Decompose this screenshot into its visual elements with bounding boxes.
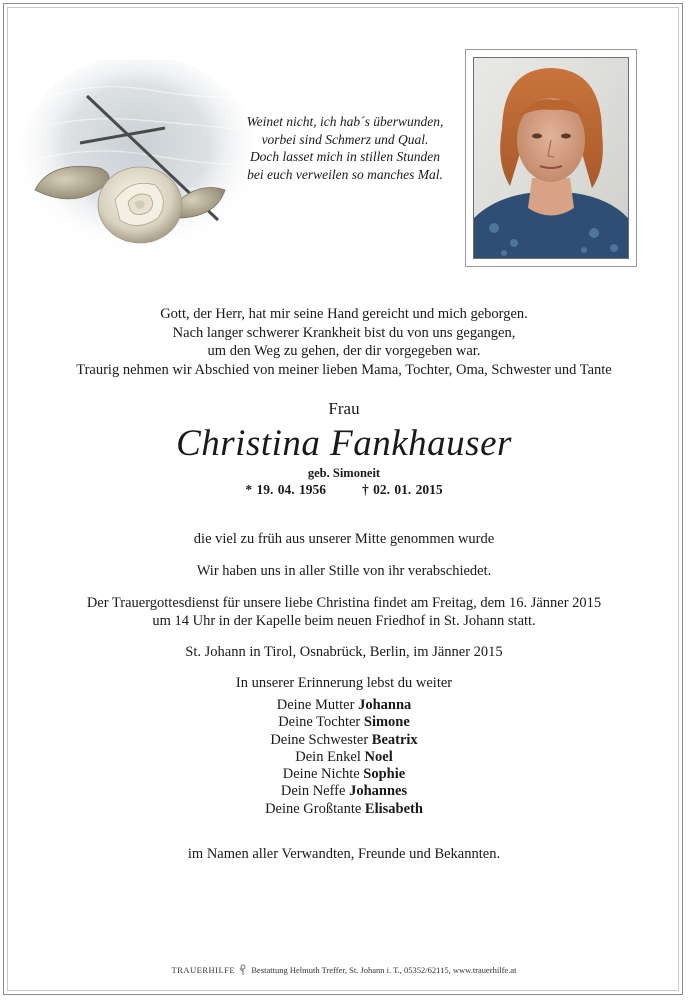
poem-line: vorbei sind Schmerz und Qual. [261, 131, 429, 147]
footer-brand: TRAUERHILFE [171, 965, 236, 975]
salutation: Frau [328, 399, 360, 418]
intro-text [0, 305, 688, 379]
service-line: Der Trauergottesdienst für unsere liebe Christina findet am Freitag, dem 16. Jänner 2015 [86, 595, 602, 611]
death-date: † 02. 01. 2015 [362, 482, 443, 497]
life-dates [0, 482, 688, 498]
family-member: Deine Großtante Elisabeth [265, 800, 423, 817]
family-member: Deine Mutter Johanna [276, 697, 412, 713]
poem-line: Weinet nicht, ich hab´s überwunden, [246, 114, 444, 129]
too-early-text: die viel zu früh aus unserer Mitte genommen wurde [193, 531, 495, 547]
intro-line: um den Weg zu gehen, der dir vorgegeben war. [207, 343, 481, 359]
deceased-name: Christina Fankhauser [176, 423, 512, 464]
family-list [0, 697, 688, 818]
family-member: Dein Neffe Johannes [280, 783, 408, 800]
footer-details: Bestattung Helmuth Treffer, St. Johann i. T., 05352/62115, www.trauerhilfe.at [251, 965, 517, 975]
poem-line: Doch lasset mich in stillen Stunden [249, 149, 441, 164]
farewell-text: Wir haben uns in aller Stille von ihr verabschiedet. [196, 563, 492, 579]
family-member: Deine Tochter Simone [278, 714, 410, 731]
closing-text: im Namen aller Verwandten, Freunde und Bekannten. [187, 846, 501, 862]
footer [0, 964, 688, 975]
birth-name: geb. Simoneit [307, 466, 381, 480]
family-member: Dein Enkel Noel [295, 748, 393, 765]
birth-date: * 19. 04. 1956 [245, 482, 326, 497]
poem-line: bei euch verweilen so manches Mal. [247, 166, 443, 182]
portrait-photo [473, 57, 629, 259]
intro-line: Traurig nehmen wir Abschied von meiner lieben Mama, Tochter, Oma, Schwester und Tante [76, 361, 612, 378]
intro-line: Gott, der Herr, hat mir seine Hand gereicht und mich geborgen. [160, 306, 528, 322]
service-text [0, 594, 688, 630]
poem [220, 113, 470, 183]
intro-line: Nach langer schwerer Krankheit bist du von uns gegangen, [172, 324, 516, 341]
family-member: Deine Schwester Beatrix [270, 731, 418, 748]
portrait-frame [465, 49, 637, 267]
family-member: Deine Nichte Sophie [282, 766, 406, 783]
service-line: um 14 Uhr in der Kapelle beim neuen Friedhof in St. Johann statt. [152, 613, 536, 629]
memory-text: In unserer Erinnerung lebst du weiter [235, 675, 453, 691]
place-date: St. Johann in Tirol, Osnabrück, Berlin, im Jänner 2015 [185, 644, 503, 660]
flower-icon [239, 964, 247, 975]
